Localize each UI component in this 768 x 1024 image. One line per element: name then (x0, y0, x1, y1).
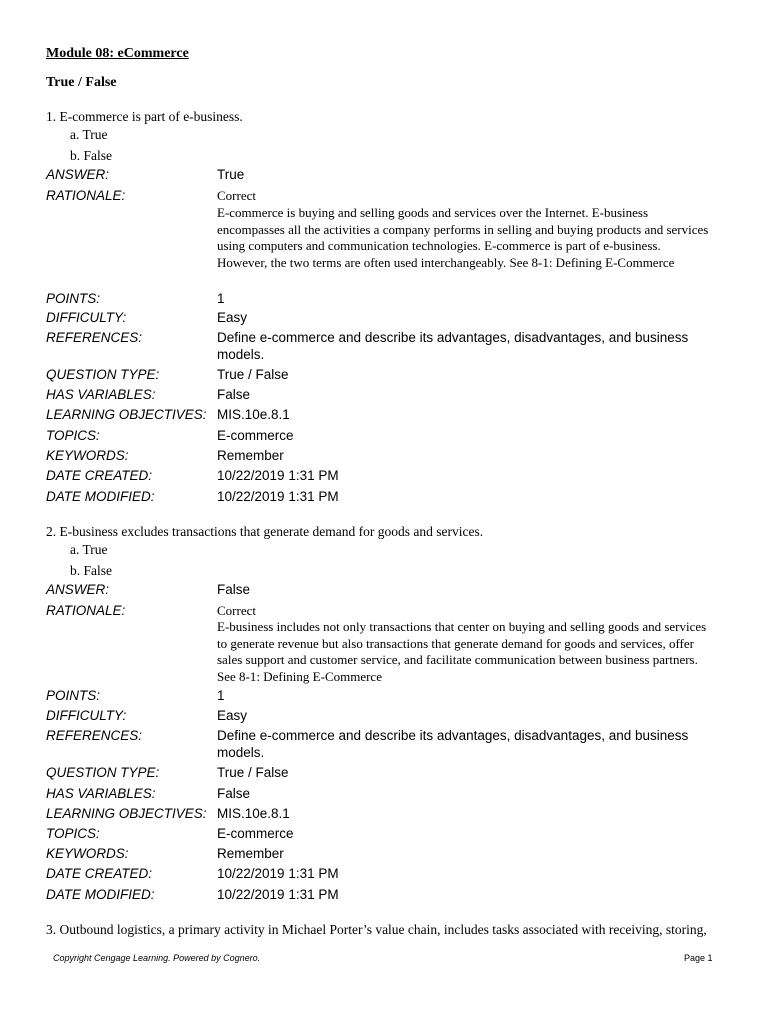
points-value: 1 (217, 291, 225, 306)
difficulty-label: DIFFICULTY: (46, 708, 127, 723)
references-label: REFERENCES: (46, 330, 143, 345)
footer-page-number: Page 1 (684, 953, 713, 963)
footer-copyright: Copyright Cengage Learning. Powered by Cognero. (53, 953, 261, 963)
rationale-label: RATIONALE: (46, 188, 126, 203)
date-created-label: DATE CREATED: (46, 468, 153, 483)
difficulty-value: Easy (217, 708, 248, 723)
question-2-option-b: b. False (70, 563, 112, 578)
question-1-text: 1. E-commerce is part of e-business. (46, 109, 243, 124)
question-type-label: QUESTION TYPE: (46, 367, 160, 382)
date-modified-label: DATE MODIFIED: (46, 489, 155, 504)
question-type-value: True / False (217, 765, 289, 780)
question-type-label: QUESTION TYPE: (46, 765, 160, 780)
has-variables-value: False (217, 786, 251, 801)
points-label: POINTS: (46, 291, 101, 306)
learning-objectives-label: LEARNING OBJECTIVES: (46, 806, 207, 821)
topics-label: TOPICS: (46, 826, 100, 841)
difficulty-value: Easy (217, 310, 248, 325)
module-title: Module 08: eCommerce (46, 46, 189, 61)
question-2-text: 2. E-business excludes transactions that generate demand for goods and services. (46, 524, 484, 539)
difficulty-label: DIFFICULTY: (46, 310, 127, 325)
rationale-text: E-business includes not only transactions that center on buying and selling goods and services to generate revenue but also transactions that generate demand for goods and services, offer sales support and customer service, and facilitate communication between business partners. See 8-1: Defining E-Commerce (217, 619, 707, 684)
question-2-option-a: a. True (70, 542, 108, 557)
date-created-label: DATE CREATED: (46, 866, 153, 881)
question-type-value: True / False (217, 367, 289, 382)
rationale-heading: Correct (217, 603, 256, 618)
references-value: Define e-commerce and describe its advantages, disadvantages, and business models. (217, 330, 689, 362)
learning-objectives-value: MIS.10e.8.1 (217, 806, 290, 821)
keywords-value: Remember (217, 846, 284, 861)
has-variables-label: HAS VARIABLES: (46, 786, 156, 801)
date-modified-value: 10/22/2019 1:31 PM (217, 489, 339, 504)
topics-label: TOPICS: (46, 428, 100, 443)
date-modified-value: 10/22/2019 1:31 PM (217, 887, 339, 902)
rationale-label: RATIONALE: (46, 603, 126, 618)
date-created-value: 10/22/2019 1:31 PM (217, 468, 339, 483)
rationale-heading: Correct (217, 188, 256, 203)
section-title: True / False (46, 75, 117, 90)
learning-objectives-label: LEARNING OBJECTIVES: (46, 407, 207, 422)
answer-value: True (217, 167, 245, 182)
keywords-value: Remember (217, 448, 284, 463)
points-value: 1 (217, 688, 225, 703)
question-1-option-b: b. False (70, 148, 112, 163)
question-1-option-a: a. True (70, 127, 108, 142)
has-variables-value: False (217, 387, 251, 402)
references-value: Define e-commerce and describe its advantages, disadvantages, and business models. (217, 728, 689, 760)
topics-value: E-commerce (217, 826, 294, 841)
answer-value: False (217, 582, 251, 597)
has-variables-label: HAS VARIABLES: (46, 387, 156, 402)
references-label: REFERENCES: (46, 728, 143, 743)
learning-objectives-value: MIS.10e.8.1 (217, 407, 290, 422)
answer-label: ANSWER: (46, 167, 110, 182)
rationale-text: E-commerce is buying and selling goods and services over the Internet. E-business encompasses all the activities a company performs in selling and buying products and services using computers and communication technologies. E-commerce is part of e-business. However, the two terms are often used interchangeably. See 8-1: Defining E-Commerce (217, 205, 709, 270)
answer-label: ANSWER: (46, 582, 110, 597)
question-3-text: 3. Outbound logistics, a primary activity in Michael Porter’s value chain, includes tasks associated with receiving, storing, (46, 922, 707, 937)
date-modified-label: DATE MODIFIED: (46, 887, 155, 902)
topics-value: E-commerce (217, 428, 294, 443)
keywords-label: KEYWORDS: (46, 448, 129, 463)
keywords-label: KEYWORDS: (46, 846, 129, 861)
points-label: POINTS: (46, 688, 101, 703)
date-created-value: 10/22/2019 1:31 PM (217, 866, 339, 881)
